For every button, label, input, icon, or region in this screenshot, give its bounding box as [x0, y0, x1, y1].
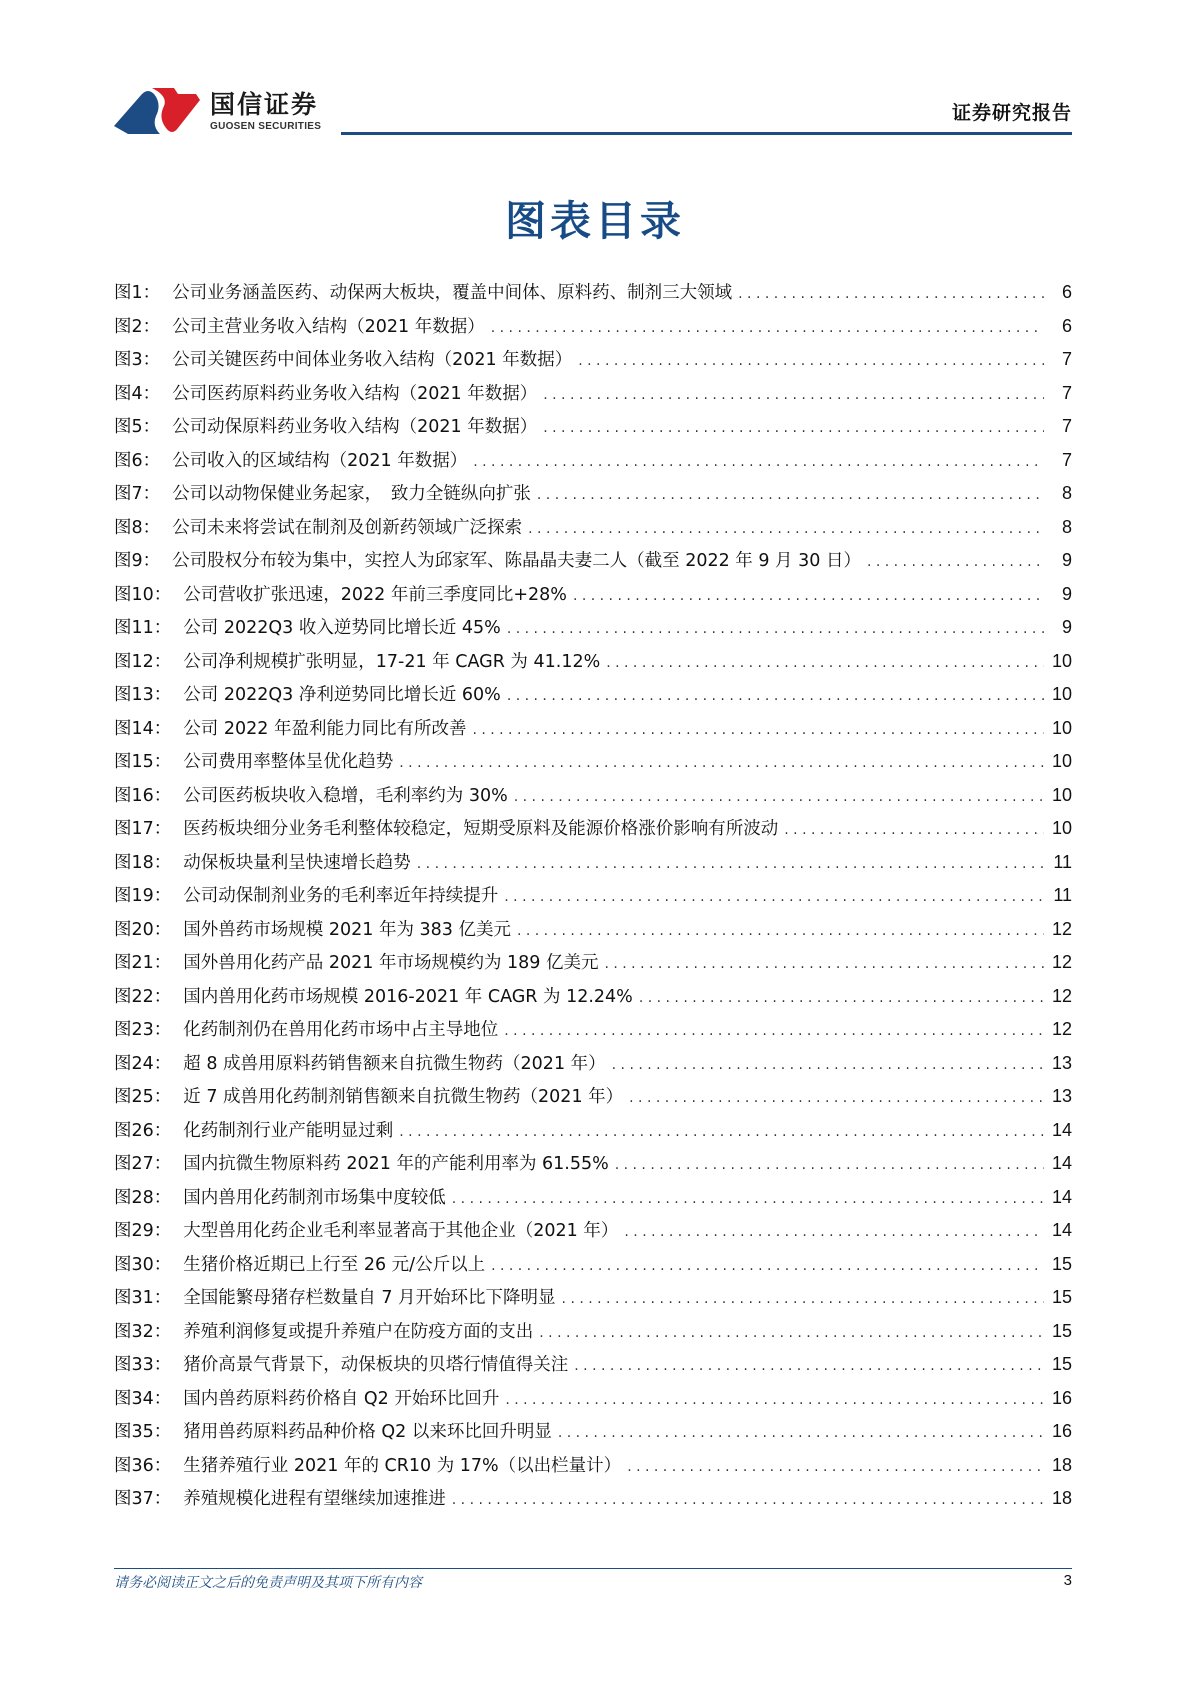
toc-figure-number: 图27： — [114, 1154, 172, 1174]
toc-figure-number: 图9： — [114, 551, 161, 571]
toc-page-number[interactable]: 15 — [1051, 1253, 1072, 1274]
toc-figure-title[interactable]: 公司以动物保健业务起家， 致力全链纵向扩张 — [172, 484, 531, 504]
toc-entry[interactable] — [114, 748, 1072, 782]
toc-entry[interactable] — [114, 380, 1072, 414]
toc-entry[interactable] — [114, 1150, 1072, 1184]
toc-figure-title[interactable]: 公司股权分布较为集中，实控人为邱家军、陈晶晶夫妻二人（截至 2022 年 9 月 30 日） — [172, 551, 861, 571]
toc-figure-number: 图11： — [114, 618, 172, 638]
toc-dot-leader — [452, 1492, 1044, 1508]
toc-figure-number: 图37： — [114, 1489, 172, 1509]
toc-page-number[interactable]: 11 — [1053, 885, 1072, 905]
toc-page-number[interactable]: 15 — [1051, 1287, 1072, 1307]
toc-page-number[interactable]: 7 — [1061, 349, 1072, 369]
toc-entry[interactable] — [114, 815, 1072, 849]
toc-entry[interactable] — [114, 313, 1072, 347]
toc-figure-title[interactable]: 养殖规模化进程有望继续加速推进 — [183, 1489, 446, 1509]
toc-figure-title[interactable]: 化药制剂仍在兽用化药市场中占主导地位 — [183, 1020, 499, 1040]
guosen-logo-icon — [112, 82, 202, 138]
toc-page-number[interactable]: 10 — [1051, 784, 1072, 805]
toc-figure-title[interactable]: 公司未来将尝试在制剂及创新药领域广泛探索 — [172, 517, 523, 538]
toc-figure-title[interactable]: 公司主营业务收入结构（2021 年数据） — [172, 316, 485, 337]
toc-entry[interactable] — [114, 949, 1072, 983]
toc-entry[interactable] — [114, 1284, 1072, 1318]
toc-dot-leader — [399, 755, 1044, 771]
toc-figure-title[interactable]: 生猪养殖行业 2021 年的 CR10 为 17%（以出栏量计） — [183, 1455, 622, 1476]
toc-figure-title[interactable]: 国内兽用化药制剂市场集中度较低 — [183, 1187, 446, 1208]
toc-page-number[interactable]: 12 — [1051, 985, 1072, 1006]
toc-dot-leader — [473, 454, 1044, 470]
toc-entry[interactable] — [114, 547, 1072, 581]
toc-figure-number: 图19： — [114, 886, 172, 906]
toc-figure-number: 图13： — [114, 685, 172, 705]
toc-entry[interactable] — [114, 1083, 1072, 1117]
toc-figure-title[interactable]: 公司 2022Q3 收入逆势同比增长近 45% — [183, 618, 501, 638]
toc-entry[interactable] — [114, 1385, 1072, 1419]
toc-figure-number: 图23： — [114, 1020, 172, 1040]
toc-figure-number: 图17： — [114, 819, 172, 839]
toc-entry[interactable] — [114, 1251, 1072, 1285]
toc-figure-title[interactable]: 公司 2022 年盈利能力同比有所改善 — [183, 718, 467, 739]
toc-entry[interactable] — [114, 1117, 1072, 1151]
toc-entry[interactable] — [114, 1452, 1072, 1486]
toc-page-number[interactable]: 12 — [1051, 918, 1072, 939]
toc-dot-leader — [867, 554, 1044, 570]
toc-figure-title[interactable]: 公司关键医药中间体业务收入结构（2021 年数据） — [172, 350, 573, 370]
toc-dot-leader — [639, 990, 1044, 1006]
toc-page-number[interactable]: 10 — [1051, 818, 1072, 838]
toc-figure-title[interactable]: 超 8 成兽用原料药销售额来自抗微生物药（2021 年） — [183, 1053, 606, 1074]
toc-figure-title[interactable]: 猪价高景气背景下，动保板块的贝塔行情值得关注 — [183, 1355, 569, 1375]
toc-figure-title[interactable]: 近 7 成兽用化药制剂销售额来自抗微生物药（2021 年） — [183, 1087, 624, 1107]
toc-page-number[interactable]: 8 — [1061, 483, 1072, 503]
toc-page-number[interactable]: 14 — [1051, 1186, 1072, 1207]
toc-figure-title[interactable]: 国内兽用化药市场规模 2016-2021 年 CAGR 为 12.24% — [183, 986, 633, 1007]
toc-dot-leader — [417, 856, 1044, 872]
toc-figure-number: 图2： — [114, 316, 161, 337]
toc-figure-number: 图18： — [114, 852, 172, 873]
toc-figure-number: 图14： — [114, 718, 172, 739]
toc-figure-number: 图8： — [114, 517, 161, 538]
toc-page-number[interactable]: 9 — [1061, 550, 1072, 570]
toc-figure-title[interactable]: 猪用兽药原料药品种价格 Q2 以来环比回升明显 — [183, 1422, 552, 1442]
toc-dot-leader — [606, 655, 1044, 671]
toc-entry[interactable] — [114, 916, 1072, 950]
toc-dot-leader — [452, 1191, 1044, 1207]
toc-entry[interactable] — [114, 983, 1072, 1017]
toc-dot-leader — [615, 1157, 1044, 1173]
toc-page-number[interactable]: 13 — [1051, 1052, 1072, 1073]
toc-figure-title[interactable]: 公司费用率整体呈优化趋势 — [183, 752, 394, 772]
toc-page-number[interactable]: 14 — [1051, 1220, 1072, 1240]
page-title: 图表目录 — [505, 197, 685, 245]
toc-figure-title[interactable]: 公司净利规模扩张明显，17-21 年 CAGR 为 41.12% — [183, 651, 601, 672]
toc-figure-title[interactable]: 公司业务涵盖医药、动保两大板块，覆盖中间体、原料药、制剂三大领域 — [172, 283, 733, 303]
toc-entry[interactable] — [114, 1184, 1072, 1218]
toc-figure-title[interactable]: 公司动保制剂业务的毛利率近年持续提升 — [183, 886, 499, 906]
toc-dot-leader — [573, 588, 1044, 604]
toc-entry[interactable] — [114, 413, 1072, 447]
toc-figure-number: 图6： — [114, 450, 161, 471]
toc-page-number[interactable]: 9 — [1061, 583, 1072, 604]
toc-dot-leader — [505, 1392, 1044, 1408]
toc-page-number[interactable]: 7 — [1061, 416, 1072, 436]
figure-toc-list — [114, 279, 1072, 1519]
toc-figure-title[interactable]: 公司营收扩张迅速，2022 年前三季度同比+28% — [183, 584, 567, 605]
toc-dot-leader — [514, 789, 1044, 805]
toc-figure-number: 图31： — [114, 1288, 172, 1308]
logo-cn-text: 国信证券 — [210, 90, 319, 119]
toc-dot-leader — [399, 1124, 1044, 1140]
toc-figure-number: 图10： — [114, 584, 172, 605]
toc-figure-title[interactable]: 生猪价格近期已上行至 26 元/公斤以上 — [183, 1254, 486, 1275]
toc-figure-number: 图26： — [114, 1120, 172, 1141]
toc-page-number[interactable]: 12 — [1051, 952, 1072, 972]
toc-dot-leader — [543, 420, 1044, 436]
toc-figure-number: 图33： — [114, 1355, 172, 1375]
toc-page-number[interactable]: 13 — [1051, 1086, 1072, 1106]
toc-figure-title[interactable]: 医药板块细分业务毛利整体较稳定，短期受原料及能源价格涨价影响有所波动 — [183, 819, 779, 839]
toc-dot-leader — [612, 1057, 1044, 1073]
toc-figure-title[interactable]: 公司医药原料药业务收入结构（2021 年数据） — [172, 383, 538, 404]
toc-figure-title[interactable]: 大型兽用化药企业毛利率显著高于其他企业（2021 年） — [183, 1221, 619, 1241]
toc-entry[interactable] — [114, 614, 1072, 648]
toc-page-number[interactable]: 6 — [1061, 282, 1072, 302]
toc-figure-number: 图12： — [114, 651, 172, 672]
page-header — [0, 0, 1190, 140]
toc-figure-number: 图32： — [114, 1321, 172, 1342]
toc-figure-number: 图4： — [114, 383, 161, 404]
toc-dot-leader — [472, 722, 1044, 738]
toc-dot-leader — [558, 1425, 1044, 1441]
toc-page-number[interactable]: 10 — [1051, 717, 1072, 738]
toc-figure-title[interactable]: 公司医药板块收入稳增，毛利率约为 30% — [183, 785, 508, 806]
toc-entry[interactable] — [114, 1050, 1072, 1084]
toc-dot-leader — [604, 956, 1044, 972]
toc-figure-title[interactable]: 国内抗微生物原料药 2021 年的产能利用率为 61.55% — [183, 1154, 609, 1174]
toc-figure-number: 图30： — [114, 1254, 172, 1275]
toc-page-number[interactable]: 18 — [1051, 1454, 1072, 1475]
toc-figure-number: 图5： — [114, 417, 161, 437]
guosen-logo — [112, 82, 332, 138]
toc-figure-title[interactable]: 国外兽用化药产品 2021 年市场规模约为 189 亿美元 — [183, 953, 599, 973]
toc-entry[interactable] — [114, 1351, 1072, 1385]
toc-page-number[interactable]: 10 — [1051, 751, 1072, 771]
toc-figure-number: 图28： — [114, 1187, 172, 1208]
footer-divider — [114, 1568, 1072, 1569]
toc-figure-number: 图20： — [114, 919, 172, 940]
toc-entry[interactable] — [114, 1485, 1072, 1519]
toc-dot-leader — [517, 923, 1044, 939]
toc-page-number[interactable]: 7 — [1061, 382, 1072, 403]
toc-entry[interactable] — [114, 279, 1072, 313]
toc-figure-number: 图29： — [114, 1221, 172, 1241]
report-type-label: 证券研究报告 — [951, 102, 1072, 124]
toc-figure-title[interactable]: 公司 2022Q3 净利逆势同比增长近 60% — [183, 685, 501, 705]
toc-page-number[interactable]: 14 — [1051, 1119, 1072, 1140]
header-divider — [341, 132, 1072, 135]
toc-page-number[interactable]: 18 — [1051, 1488, 1072, 1508]
toc-page-number[interactable]: 15 — [1051, 1320, 1072, 1341]
toc-dot-leader — [504, 889, 1044, 905]
toc-page-number[interactable]: 14 — [1051, 1153, 1072, 1173]
toc-figure-number: 图3： — [114, 350, 161, 370]
toc-figure-title[interactable]: 养殖利润修复或提升养殖户在防疫方面的支出 — [183, 1321, 534, 1342]
toc-figure-title[interactable]: 全国能繁母猪存栏数量自 7 月开始环比下降明显 — [183, 1288, 556, 1308]
toc-figure-title[interactable]: 公司动保原料药业务收入结构（2021 年数据） — [172, 417, 538, 437]
toc-page-number[interactable]: 7 — [1061, 449, 1072, 470]
toc-entry[interactable] — [114, 581, 1072, 615]
toc-figure-title[interactable]: 公司收入的区域结构（2021 年数据） — [172, 450, 468, 471]
toc-page-number[interactable]: 8 — [1061, 516, 1072, 537]
toc-page-number[interactable]: 10 — [1051, 684, 1072, 704]
toc-entry[interactable] — [114, 681, 1072, 715]
toc-figure-title[interactable]: 动保板块量利呈快速增长趋势 — [183, 852, 411, 873]
toc-figure-title[interactable]: 化药制剂行业产能明显过剩 — [183, 1120, 394, 1141]
toc-figure-number: 图35： — [114, 1422, 172, 1442]
toc-dot-leader — [543, 387, 1044, 403]
logo-en-text: GUOSEN SECURITIES — [210, 121, 322, 132]
toc-entry[interactable] — [114, 648, 1072, 682]
toc-figure-number: 图24： — [114, 1053, 172, 1074]
toc-entry[interactable] — [114, 782, 1072, 816]
toc-page-number[interactable]: 10 — [1051, 650, 1072, 671]
toc-figure-number: 图34： — [114, 1388, 172, 1409]
toc-figure-number: 图36： — [114, 1455, 172, 1476]
toc-entry[interactable] — [114, 447, 1072, 481]
toc-dot-leader — [627, 1459, 1044, 1475]
toc-entry[interactable] — [114, 1418, 1072, 1452]
toc-dot-leader — [507, 621, 1044, 637]
toc-dot-leader — [784, 822, 1044, 838]
toc-dot-leader — [528, 521, 1044, 537]
footer-disclaimer: 请务必阅读正文之后的免责声明及其项下所有内容 — [114, 1575, 422, 1591]
toc-dot-leader — [624, 1224, 1044, 1240]
toc-dot-leader — [504, 1023, 1044, 1039]
page-number: 3 — [1063, 1572, 1072, 1589]
toc-dot-leader — [574, 1358, 1044, 1374]
toc-entry[interactable] — [114, 715, 1072, 749]
toc-dot-leader — [738, 286, 1044, 302]
toc-entry[interactable] — [114, 514, 1072, 548]
toc-page-number[interactable]: 16 — [1051, 1421, 1072, 1441]
toc-entry[interactable] — [114, 882, 1072, 916]
toc-figure-number: 图22： — [114, 986, 172, 1007]
toc-dot-leader — [629, 1090, 1044, 1106]
toc-dot-leader — [539, 1325, 1044, 1341]
toc-figure-number: 图15： — [114, 752, 172, 772]
toc-figure-number: 图7： — [114, 484, 161, 504]
toc-dot-leader — [491, 320, 1044, 336]
toc-entry[interactable] — [114, 480, 1072, 514]
toc-dot-leader — [491, 1258, 1044, 1274]
toc-figure-number: 图25： — [114, 1087, 172, 1107]
toc-figure-title[interactable]: 国外兽药市场规模 2021 年为 383 亿美元 — [183, 919, 511, 940]
toc-figure-number: 图21： — [114, 953, 172, 973]
toc-page-number[interactable]: 9 — [1061, 617, 1072, 637]
toc-page-number[interactable]: 12 — [1051, 1019, 1072, 1039]
toc-entry[interactable] — [114, 849, 1072, 883]
toc-entry[interactable] — [114, 346, 1072, 380]
toc-figure-number: 图16： — [114, 785, 172, 806]
toc-page-number[interactable]: 15 — [1051, 1354, 1072, 1374]
toc-dot-leader — [578, 353, 1044, 369]
toc-dot-leader — [537, 487, 1044, 503]
toc-page-number[interactable]: 6 — [1061, 315, 1072, 336]
toc-page-number[interactable]: 16 — [1051, 1387, 1072, 1408]
toc-dot-leader — [562, 1291, 1044, 1307]
toc-figure-number: 图1： — [114, 283, 161, 303]
toc-entry[interactable] — [114, 1318, 1072, 1352]
toc-entry[interactable] — [114, 1016, 1072, 1050]
toc-page-number[interactable]: 11 — [1053, 851, 1072, 872]
toc-figure-title[interactable]: 国内兽药原料药价格自 Q2 开始环比回升 — [183, 1388, 500, 1409]
toc-entry[interactable] — [114, 1217, 1072, 1251]
toc-dot-leader — [507, 688, 1044, 704]
